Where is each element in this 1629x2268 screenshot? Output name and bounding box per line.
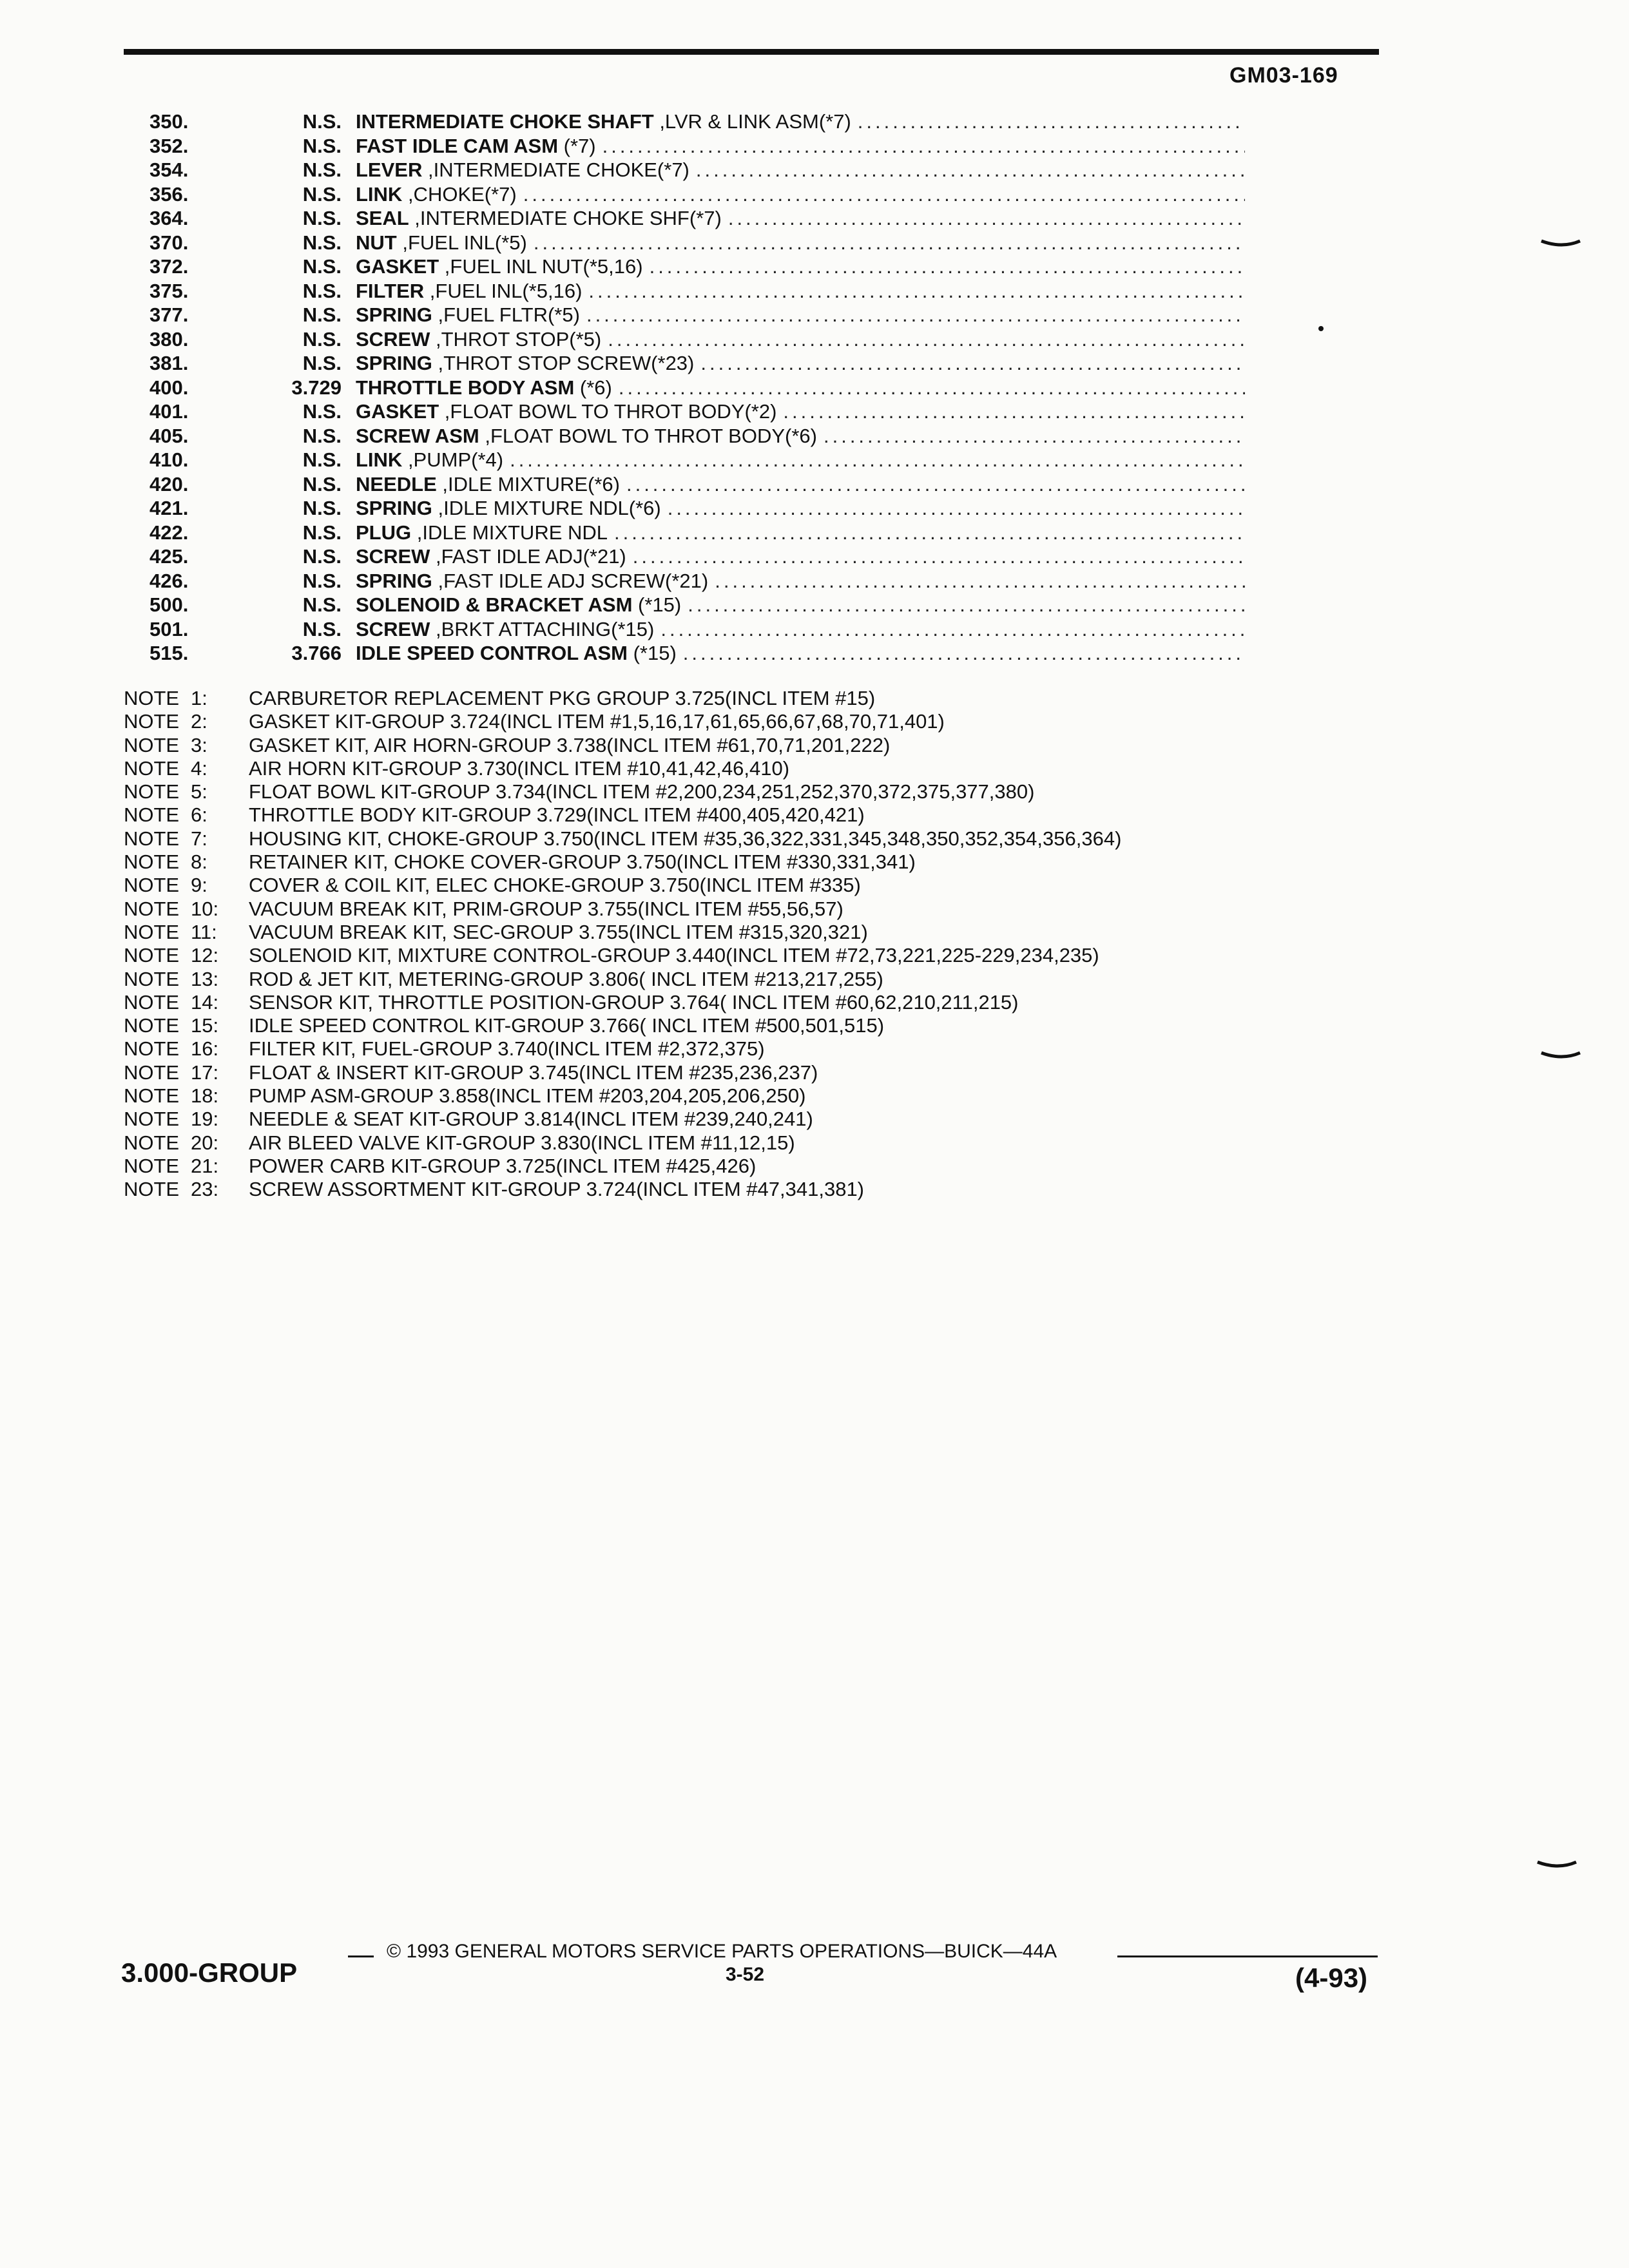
binding-hole-mark (1540, 1050, 1581, 1062)
part-name: SCREW (356, 617, 430, 640)
part-description (356, 521, 1245, 545)
part-group: N.S. (302, 352, 342, 374)
note-label: NOTE (124, 1014, 180, 1037)
part-detail: ,FUEL INL NUT(*5,16) (439, 255, 643, 278)
part-number: 354. (149, 159, 189, 181)
note-text: VACUUM BREAK KIT, SEC-GROUP 3.755(INCL ITEM #315,320,321) (249, 920, 868, 943)
note-number: 6: (191, 803, 207, 827)
note-row (124, 1084, 1348, 1108)
part-number: 370. (149, 231, 189, 254)
part-group: N.S. (302, 255, 342, 278)
part-description (356, 110, 1245, 134)
note-text: FLOAT & INSERT KIT-GROUP 3.745(INCL ITEM #235,236,237) (249, 1061, 818, 1084)
part-number: 410. (149, 448, 189, 471)
part-description (356, 472, 1245, 497)
part-number: 400. (149, 376, 189, 399)
dot-leader (582, 279, 1245, 303)
part-number: 515. (149, 642, 189, 664)
part-description (356, 496, 1245, 521)
part-detail: (*15) (632, 593, 682, 616)
note-label: NOTE (124, 710, 180, 733)
part-name: SPRING (356, 569, 432, 592)
part-group: N.S. (302, 303, 342, 326)
part-number: 425. (149, 545, 189, 568)
part-group: N.S. (302, 207, 342, 229)
part-name: IDLE SPEED CONTROL ASM (356, 642, 628, 664)
part-group: N.S. (302, 134, 342, 157)
part-name: NUT (356, 231, 397, 254)
scan-speck (1318, 326, 1324, 331)
part-description (356, 303, 1245, 327)
part-detail: ,FUEL INL(*5) (396, 231, 527, 254)
part-detail: ,FAST IDLE ADJ(*21) (430, 545, 626, 568)
part-description (356, 544, 1245, 569)
note-label: NOTE (124, 1037, 180, 1061)
part-group: N.S. (302, 231, 342, 254)
note-label: NOTE (124, 687, 180, 709)
note-text: RETAINER KIT, CHOKE COVER-GROUP 3.750(INCL ITEM #330,331,341) (249, 850, 916, 874)
part-description (356, 231, 1245, 255)
note-text: FILTER KIT, FUEL-GROUP 3.740(INCL ITEM #2,372,375) (249, 1037, 765, 1061)
note-number: 19: (191, 1108, 219, 1131)
part-description (356, 182, 1245, 207)
part-number: 380. (149, 327, 189, 351)
note-row (124, 710, 1348, 733)
note-text: PUMP ASM-GROUP 3.858(INCL ITEM #203,204,205,206,250) (249, 1084, 806, 1108)
notes-list (124, 687, 1348, 1202)
footer-rule-right (1117, 1956, 1378, 1957)
note-label: NOTE (124, 1061, 180, 1084)
part-detail: ,CHOKE(*7) (402, 182, 517, 206)
part-detail: (*15) (627, 642, 677, 664)
note-text: POWER CARB KIT-GROUP 3.725(INCL ITEM #425,426) (249, 1154, 757, 1177)
part-description (356, 134, 1245, 159)
footer-copyright: © 1993 GENERAL MOTORS SERVICE PARTS OPERATIONS—BUICK—44A (387, 1941, 1057, 1962)
top-rule (124, 49, 1379, 55)
part-name: SCREW ASM (356, 424, 479, 447)
part-detail: ,PUMP(*4) (402, 448, 504, 471)
part-detail: ,FUEL FLTR(*5) (432, 303, 580, 326)
part-description (356, 424, 1245, 448)
binding-hole-mark (1540, 238, 1581, 250)
note-row (124, 898, 1348, 921)
part-row (149, 521, 1245, 545)
note-number: 11: (191, 920, 217, 943)
part-group: N.S. (302, 521, 342, 544)
part-row (149, 424, 1245, 448)
dot-leader (517, 182, 1245, 207)
part-name: FILTER (356, 279, 425, 302)
part-row (149, 617, 1245, 642)
part-row (149, 206, 1245, 231)
part-group: N.S. (302, 400, 342, 423)
note-row (124, 780, 1348, 803)
part-number: 422. (149, 521, 189, 544)
part-row (149, 569, 1245, 593)
note-number: 23: (191, 1178, 219, 1201)
part-number: 420. (149, 472, 189, 495)
note-label: NOTE (124, 874, 180, 897)
note-number: 20: (191, 1131, 219, 1154)
note-text: SCREW ASSORTMENT KIT-GROUP 3.724(INCL ITEM #47,341,381) (249, 1178, 865, 1201)
dot-leader (851, 110, 1245, 134)
part-row (149, 231, 1245, 255)
part-number: 356. (149, 182, 189, 206)
part-number: 426. (149, 569, 189, 592)
note-text: FLOAT BOWL KIT-GROUP 3.734(INCL ITEM #2,200,234,251,252,370,372,375,377,380) (249, 780, 1035, 803)
dot-leader (580, 303, 1245, 327)
note-row (124, 1155, 1348, 1178)
part-detail: ,IDLE MIXTURE NDL (411, 521, 608, 544)
part-group: N.S. (302, 159, 342, 181)
note-row (124, 827, 1348, 850)
part-group: N.S. (302, 545, 342, 568)
part-description (356, 206, 1245, 231)
footer-date: (4-93) (1295, 1963, 1368, 1993)
part-name: INTERMEDIATE CHOKE SHAFT (356, 110, 654, 133)
part-group: N.S. (302, 182, 342, 206)
part-row (149, 376, 1245, 400)
note-row (124, 1178, 1348, 1201)
part-detail: ,BRKT ATTACHING(*15) (430, 617, 655, 640)
dot-leader (722, 206, 1245, 231)
part-row (149, 303, 1245, 327)
part-group: 3.729 (291, 376, 342, 399)
part-name: GASKET (356, 400, 439, 423)
note-row (124, 1061, 1348, 1084)
note-text: VACUUM BREAK KIT, PRIM-GROUP 3.755(INCL ITEM #55,56,57) (249, 897, 843, 920)
part-detail: ,LVR & LINK ASM(*7) (653, 110, 851, 133)
part-detail: ,IDLE MIXTURE NDL(*6) (432, 497, 661, 519)
note-text: NEEDLE & SEAT KIT-GROUP 3.814(INCL ITEM #239,240,241) (249, 1108, 813, 1131)
part-number: 375. (149, 279, 189, 302)
dot-leader (527, 231, 1245, 255)
note-number: 10: (191, 897, 219, 920)
dot-leader (661, 496, 1245, 521)
part-group: N.S. (302, 279, 342, 302)
part-description (356, 255, 1245, 279)
part-name: SCREW (356, 545, 430, 568)
page-code: GM03-169 (1229, 63, 1338, 88)
note-label: NOTE (124, 1131, 180, 1154)
dot-leader (620, 472, 1245, 497)
part-name: LINK (356, 448, 403, 471)
note-text: THROTTLE BODY KIT-GROUP 3.729(INCL ITEM #400,405,420,421) (249, 803, 865, 827)
note-row (124, 1108, 1348, 1131)
dot-leader (596, 134, 1245, 159)
part-row (149, 472, 1245, 497)
note-number: 21: (191, 1154, 219, 1177)
part-detail: (*7) (558, 134, 596, 157)
note-number: 16: (191, 1037, 219, 1061)
note-text: COVER & COIL KIT, ELEC CHOKE-GROUP 3.750(INCL ITEM #335) (249, 874, 861, 897)
part-name: SPRING (356, 303, 432, 326)
note-number: 2: (191, 710, 207, 733)
note-text: GASKET KIT-GROUP 3.724(INCL ITEM #1,5,16,17,61,65,66,67,68,70,71,401) (249, 710, 945, 733)
part-name: GASKET (356, 255, 439, 278)
part-name: SCREW (356, 327, 430, 351)
part-description (356, 327, 1245, 352)
note-label: NOTE (124, 733, 180, 756)
note-label: NOTE (124, 827, 180, 850)
part-number: 405. (149, 424, 189, 447)
dot-leader (694, 351, 1245, 376)
note-label: NOTE (124, 967, 180, 990)
part-row (149, 544, 1245, 569)
part-name: LEVER (356, 159, 423, 181)
note-label: NOTE (124, 1108, 180, 1131)
part-detail: ,FUEL INL(*5,16) (424, 279, 583, 302)
part-number: 501. (149, 617, 189, 640)
note-text: AIR BLEED VALVE KIT-GROUP 3.830(INCL ITEM #11,12,15) (249, 1131, 795, 1154)
note-row (124, 1014, 1348, 1037)
part-row (149, 182, 1245, 207)
part-name: FAST IDLE CAM ASM (356, 134, 559, 157)
note-number: 7: (191, 827, 207, 850)
part-name: SEAL (356, 207, 409, 229)
part-row (149, 255, 1245, 279)
footer-rule-left (348, 1956, 374, 1957)
note-label: NOTE (124, 920, 180, 943)
note-text: ROD & JET KIT, METERING-GROUP 3.806( INCL ITEM #213,217,255) (249, 967, 883, 990)
parts-list (149, 110, 1245, 666)
note-label: NOTE (124, 756, 180, 780)
dot-leader (503, 448, 1245, 472)
note-label: NOTE (124, 803, 180, 827)
note-text: CARBURETOR REPLACEMENT PKG GROUP 3.725(INCL ITEM #15) (249, 687, 876, 709)
note-label: NOTE (124, 897, 180, 920)
dot-leader (626, 544, 1245, 569)
note-label: NOTE (124, 1154, 180, 1177)
part-name: SOLENOID & BRACKET ASM (356, 593, 633, 616)
part-group: N.S. (302, 497, 342, 519)
part-group: N.S. (302, 617, 342, 640)
part-group: N.S. (302, 424, 342, 447)
part-description (356, 593, 1245, 617)
part-number: 381. (149, 352, 189, 374)
part-number: 364. (149, 207, 189, 229)
note-number: 13: (191, 967, 219, 990)
part-number: 500. (149, 593, 189, 616)
note-text: GASKET KIT, AIR HORN-GROUP 3.738(INCL ITEM #61,70,71,201,222) (249, 733, 891, 756)
part-description (356, 351, 1245, 376)
part-description (356, 641, 1245, 666)
part-row (149, 351, 1245, 376)
note-text: SENSOR KIT, THROTTLE POSITION-GROUP 3.764( INCL ITEM #60,62,210,211,215) (249, 990, 1019, 1014)
part-row (149, 279, 1245, 303)
part-description (356, 617, 1245, 642)
part-description (356, 158, 1245, 182)
note-number: 8: (191, 850, 207, 874)
part-name: THROTTLE BODY ASM (356, 376, 575, 399)
part-name: PLUG (356, 521, 412, 544)
note-number: 18: (191, 1084, 219, 1108)
note-row (124, 991, 1348, 1014)
note-label: NOTE (124, 1178, 180, 1201)
note-text: IDLE SPEED CONTROL KIT-GROUP 3.766( INCL ITEM #500,501,515) (249, 1014, 885, 1037)
note-label: NOTE (124, 850, 180, 874)
note-row (124, 944, 1348, 967)
part-number: 421. (149, 497, 189, 519)
dot-leader (654, 617, 1245, 642)
part-name: SPRING (356, 352, 432, 374)
note-row (124, 803, 1348, 827)
part-number: 401. (149, 400, 189, 423)
part-row (149, 158, 1245, 182)
part-detail: ,THROT STOP SCREW(*23) (432, 352, 695, 374)
note-row (124, 734, 1348, 757)
note-label: NOTE (124, 780, 180, 803)
part-group: N.S. (302, 593, 342, 616)
dot-leader (608, 521, 1245, 545)
note-number: 17: (191, 1061, 219, 1084)
part-row (149, 134, 1245, 159)
footer-group-label: 3.000-GROUP (121, 1957, 298, 1988)
binding-hole-mark (1536, 1860, 1577, 1871)
part-name: SPRING (356, 497, 432, 519)
part-detail: ,FLOAT BOWL TO THROT BODY(*2) (439, 400, 777, 423)
part-number: 352. (149, 134, 189, 157)
note-row (124, 687, 1348, 710)
part-group: 3.766 (291, 642, 342, 664)
dot-leader (612, 376, 1245, 400)
part-number: 350. (149, 110, 189, 133)
part-row (149, 448, 1245, 472)
footer-page-number: 3-52 (726, 1964, 765, 1985)
part-detail: ,IDLE MIXTURE(*6) (436, 472, 620, 495)
dot-leader (776, 399, 1245, 424)
note-number: 1: (191, 687, 207, 709)
part-row (149, 641, 1245, 666)
part-group: N.S. (302, 472, 342, 495)
note-row (124, 968, 1348, 991)
part-row (149, 110, 1245, 134)
part-description (356, 376, 1245, 400)
note-row (124, 1037, 1348, 1061)
part-description (356, 448, 1245, 472)
part-number: 372. (149, 255, 189, 278)
note-text: AIR HORN KIT-GROUP 3.730(INCL ITEM #10,41,42,46,410) (249, 756, 790, 780)
part-group: N.S. (302, 448, 342, 471)
part-detail: ,FLOAT BOWL TO THROT BODY(*6) (479, 424, 817, 447)
note-row (124, 757, 1348, 780)
dot-leader (677, 641, 1245, 666)
part-detail: ,FAST IDLE ADJ SCREW(*21) (432, 569, 709, 592)
part-row (149, 496, 1245, 521)
part-name: NEEDLE (356, 472, 437, 495)
dot-leader (601, 327, 1245, 352)
part-number: 377. (149, 303, 189, 326)
part-row (149, 399, 1245, 424)
part-detail: ,INTERMEDIATE CHOKE(*7) (422, 159, 689, 181)
part-name: LINK (356, 182, 403, 206)
note-row (124, 850, 1348, 874)
part-detail: (*6) (574, 376, 612, 399)
dot-leader (681, 593, 1245, 617)
dot-leader (708, 569, 1245, 593)
note-label: NOTE (124, 1084, 180, 1108)
note-number: 15: (191, 1014, 219, 1037)
part-group: N.S. (302, 110, 342, 133)
part-description (356, 399, 1245, 424)
part-description (356, 279, 1245, 303)
part-group: N.S. (302, 327, 342, 351)
part-row (149, 327, 1245, 352)
part-row (149, 593, 1245, 617)
note-number: 3: (191, 733, 207, 756)
note-number: 14: (191, 990, 219, 1014)
dot-leader (817, 424, 1245, 448)
note-number: 4: (191, 756, 207, 780)
note-row (124, 921, 1348, 944)
note-row (124, 1131, 1348, 1155)
dot-leader (689, 158, 1245, 182)
part-detail: ,INTERMEDIATE CHOKE SHF(*7) (409, 207, 722, 229)
note-number: 12: (191, 944, 219, 967)
note-number: 5: (191, 780, 207, 803)
note-text: HOUSING KIT, CHOKE-GROUP 3.750(INCL ITEM #35,36,322,331,345,348,350,352,354,356,364) (249, 827, 1122, 850)
note-number: 9: (191, 874, 207, 897)
part-detail: ,THROT STOP(*5) (430, 327, 602, 351)
part-group: N.S. (302, 569, 342, 592)
dot-leader (643, 255, 1245, 279)
note-label: NOTE (124, 944, 180, 967)
note-label: NOTE (124, 990, 180, 1014)
part-description (356, 569, 1245, 593)
note-text: SOLENOID KIT, MIXTURE CONTROL-GROUP 3.440(INCL ITEM #72,73,221,225-229,234,235) (249, 944, 1099, 967)
note-row (124, 874, 1348, 897)
